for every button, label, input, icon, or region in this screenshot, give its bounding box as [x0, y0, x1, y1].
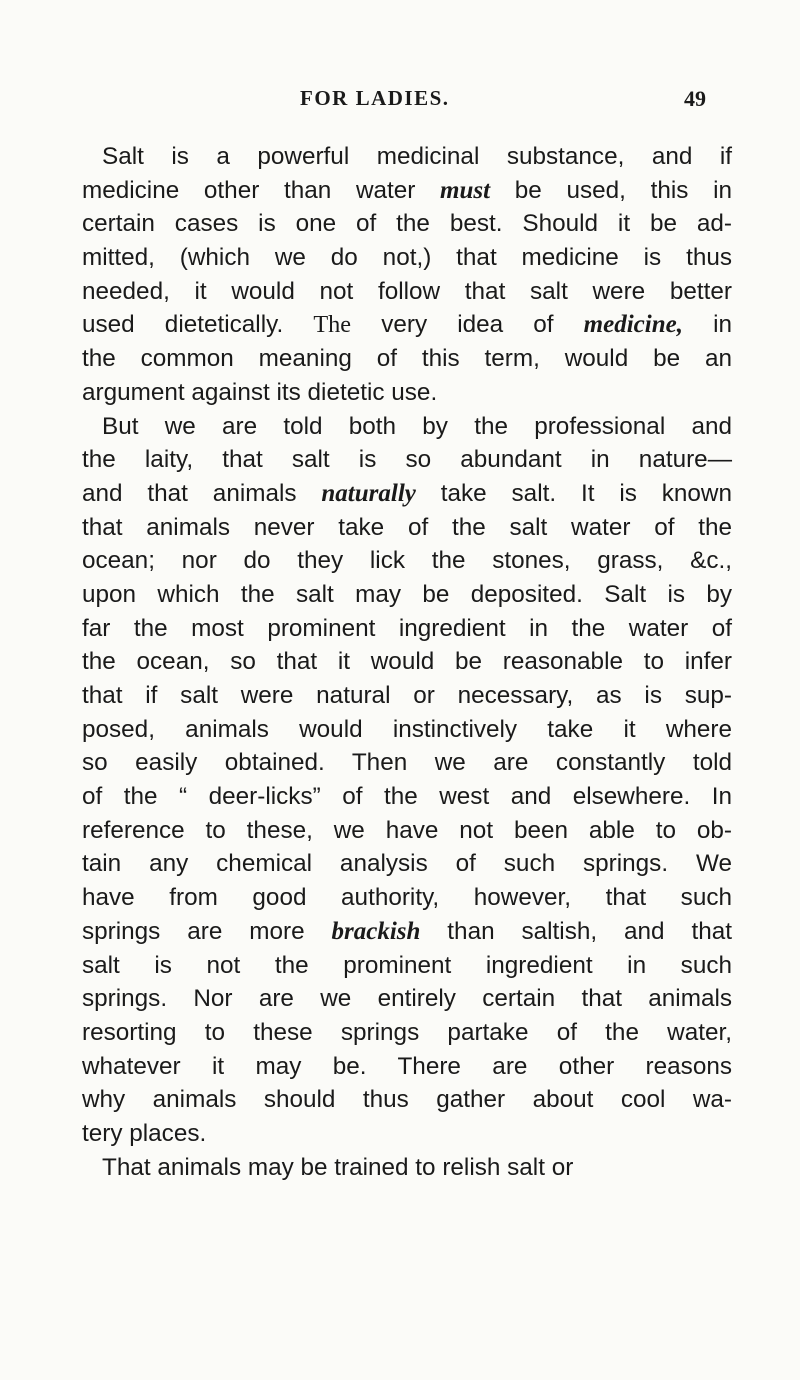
text-run: posed, animals would instinctively take it where	[82, 715, 732, 743]
text-run: Salt is a powerful medicinal substance, and if	[102, 143, 732, 170]
text-run: argument against its dietetic use.	[82, 378, 438, 406]
text-run: upon which the salt may be deposited. Salt is by	[82, 580, 732, 608]
text-line	[82, 275, 732, 309]
text-line	[82, 881, 732, 915]
text-run: very idea of	[351, 311, 584, 339]
italic-run: naturally	[321, 479, 416, 507]
text-line	[82, 1151, 732, 1185]
text-line	[82, 982, 732, 1016]
paragraph	[82, 1151, 732, 1185]
text-line	[82, 140, 732, 174]
text-line	[82, 679, 732, 713]
text-run: used dietetically.	[82, 311, 314, 339]
text-run: that animals never take of the salt water of the	[82, 513, 732, 541]
text-line	[82, 174, 732, 208]
text-run: the laity, that salt is so abundant in nature—	[82, 446, 732, 474]
text-run: medicine other than water	[82, 176, 441, 204]
text-run: salt is not the prominent ingredient in such	[82, 951, 732, 979]
text-line	[82, 713, 732, 747]
text-line	[82, 578, 732, 612]
text-run: in	[682, 311, 732, 339]
text-line	[82, 1050, 732, 1084]
text-line	[82, 241, 732, 275]
text-line	[82, 847, 732, 881]
text-run: the common meaning of this term, would be an	[82, 345, 732, 373]
text-run: far the most prominent ingredient in the water of	[82, 614, 732, 642]
text-run: have from good authority, however, that such	[82, 884, 732, 912]
text-run: springs. Nor are we entirely certain that animals	[82, 985, 732, 1013]
text-run: mitted, (which we do not,) that medicine is thus	[82, 244, 732, 272]
running-head	[0, 86, 800, 116]
text-run: whatever it may be. There are other reasons	[82, 1052, 732, 1080]
text-line	[82, 814, 732, 848]
text-run: springs are more	[82, 917, 332, 945]
text-run: certain cases is one of the best. Should it be ad-	[82, 210, 732, 238]
text-line	[82, 612, 732, 646]
italic-run: brackish	[331, 917, 421, 945]
text-run: tery places.	[82, 1119, 207, 1147]
text-run: and that animals	[82, 479, 322, 507]
text-run: the ocean, so that it would be reasonable to infer	[82, 648, 732, 676]
page-number: 49	[684, 86, 706, 111]
text-line	[82, 342, 732, 376]
text-run: But we are told both by the professional and	[102, 412, 732, 440]
italic-run: medicine,	[583, 311, 683, 339]
text-run: be used, this in	[490, 176, 732, 204]
paragraph	[82, 410, 732, 1151]
text-run: why animals should thus gather about cool wa-	[82, 1086, 732, 1114]
text-run: so easily obtained. Then we are constantly told	[82, 749, 732, 777]
running-title: FOR LADIES.	[300, 86, 450, 110]
text-run: that if salt were natural or necessary, as is sup-	[82, 682, 732, 709]
text-line	[82, 915, 732, 949]
serif-run: The	[313, 311, 352, 339]
text-run: That animals may be trained to relish salt or	[102, 1153, 574, 1181]
text-run: ocean; nor do they lick the stones, grass, &c.,	[82, 547, 732, 575]
text-run: of the “ deer-licks” of the west and elsewhere. In	[82, 783, 732, 811]
text-line	[82, 746, 732, 780]
text-line	[82, 1016, 732, 1050]
text-run: than saltish, and that	[420, 917, 732, 945]
text-run: reference to these, we have not been able to ob-	[82, 816, 732, 844]
text-line	[82, 511, 732, 545]
text-line	[82, 308, 732, 342]
text-run: tain any chemical analysis of such springs. We	[82, 850, 732, 878]
text-line	[82, 1083, 732, 1117]
text-line	[82, 207, 732, 241]
text-line	[82, 477, 732, 511]
italic-run: must	[440, 176, 491, 204]
text-line	[82, 443, 732, 477]
text-line	[82, 544, 732, 578]
text-line	[82, 1117, 732, 1151]
text-line	[82, 949, 732, 983]
text-run: take salt. It is known	[415, 479, 732, 507]
paragraph	[82, 140, 732, 410]
body-text	[82, 140, 732, 1184]
text-line	[82, 645, 732, 679]
text-line	[82, 780, 732, 814]
text-line	[82, 376, 732, 410]
text-run: resorting to these springs partake of the water,	[82, 1018, 732, 1046]
text-line	[82, 410, 732, 444]
text-run: needed, it would not follow that salt were better	[82, 277, 732, 305]
